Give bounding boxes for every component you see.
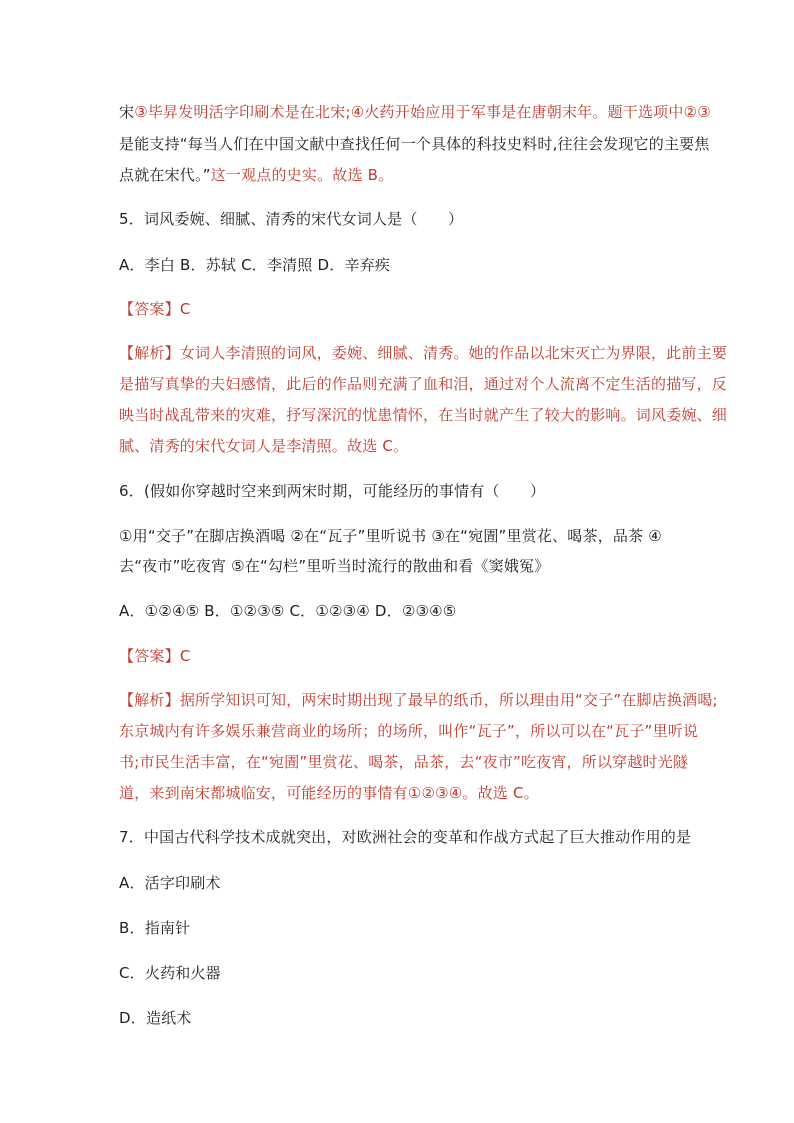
q6-stem-line-2: 去“夜市”吃夜宵 ⑤在“勾栏”里听当时流行的散曲和看《窦娥冤》 (119, 557, 550, 575)
intro-line-3 (119, 165, 679, 185)
q6-options: A．①②④⑤ B．①②③⑤ C．①②③④ D．②③④⑤ (119, 602, 457, 620)
q7-question: 7．中国古代科学技术成就突出，对欧洲社会的变革和作战方式起了巨大推动作用的是 (119, 828, 692, 846)
q5-analysis-label: 【解析】 (119, 344, 180, 362)
q5-analysis-line-4: 腻、清秀的宋代女词人是李清照。故选 C。 (119, 437, 409, 455)
q6-analysis-text-1c: 在脚店换酒喝; (621, 691, 718, 709)
q6-analysis-line-3: 书;市民生活丰富，在“宛圊”里赏花、喝茶，品茶，去“夜市”吃夜宵，所以穿越时光隧 (119, 753, 689, 771)
q5-answer (119, 299, 679, 319)
q5-answer-label: 【答案】 (119, 300, 180, 318)
q7-option-b: B．指南针 (119, 919, 191, 937)
q6-analysis-line-4: 道，来到南宋都城临安，可能经历的事情有①②③④。故选 C。 (119, 784, 539, 802)
q6-stem-line-1: ①用“交子”在脚店换酒喝 ②在“瓦子”里听说书 ③在“宛圊”里赏花、喝茶，品茶 ④ (119, 527, 662, 545)
q6-analysis-text-1a: 据所学知识可知，两宋时期出现了最早的纸币，所以理由用 (179, 691, 576, 709)
intro-line-1 (119, 102, 711, 122)
q7-option-a: A．活字印刷术 (119, 874, 221, 892)
intro-line-3-red: 这一观点的史实。故选 B。 (210, 166, 394, 184)
q5-question: 5．词风委婉、细腻、清秀的宋代女词人是（ ） (119, 210, 464, 228)
intro-line-2-text: 是能支持“每当人们在中国文献中查找任何一个具体的科技史料时,往往会发现它的主要焦 (119, 135, 710, 153)
intro-line-1-red: ③毕昇发明活字印刷术是在北宋;④火药开始应用于军事是在唐朝末年。题干选项中②③ (134, 103, 711, 121)
intro-line-3-dark: 点就在宋代。” (119, 166, 211, 184)
intro-line-1-dark: 宋 (119, 103, 135, 121)
q6-answer-value: C (179, 647, 191, 665)
q5-analysis-line-1 (119, 343, 728, 363)
q6-analysis-line-2: 东京城内有许多娱乐兼营商业的场所；的场所，叫作“瓦子”，所以可以在“瓦子”里听说 (119, 722, 699, 740)
q6-answer (119, 646, 679, 666)
q6-answer-label: 【答案】 (119, 647, 180, 665)
q5-analysis-text-1: 女词人李清照的词风，委婉、细腻、清秀。她的作品以北宋灭亡为界限，此前主要 (179, 344, 728, 362)
q5-answer-value: C (179, 300, 191, 318)
q6-analysis-label: 【解析】 (119, 691, 180, 709)
q6-question: 6．(假如你穿越时空来到两宋时期，可能经历的事情有（ ） (119, 482, 546, 500)
q6-analysis-text-1b: “交子” (575, 691, 622, 709)
q5-options: A．李白 B．苏轼 C．李清照 D．辛弃疾 (119, 256, 391, 274)
q6-analysis-line-1 (119, 690, 718, 710)
q7-option-d: D．造纸术 (119, 1009, 192, 1027)
q7-option-c: C．火药和火器 (119, 964, 221, 982)
q5-analysis-line-3: 映当时战乱带来的灾难，抒写深沉的忧患情怀，在当时就产生了较大的影响。词风委婉、细 (119, 406, 728, 424)
q5-analysis-line-2: 是描写真挚的夫妇感情，此后的作品则充满了血和泪，通过对个人流离不定生活的描写，反 (119, 375, 728, 393)
intro-line-2 (119, 134, 710, 154)
